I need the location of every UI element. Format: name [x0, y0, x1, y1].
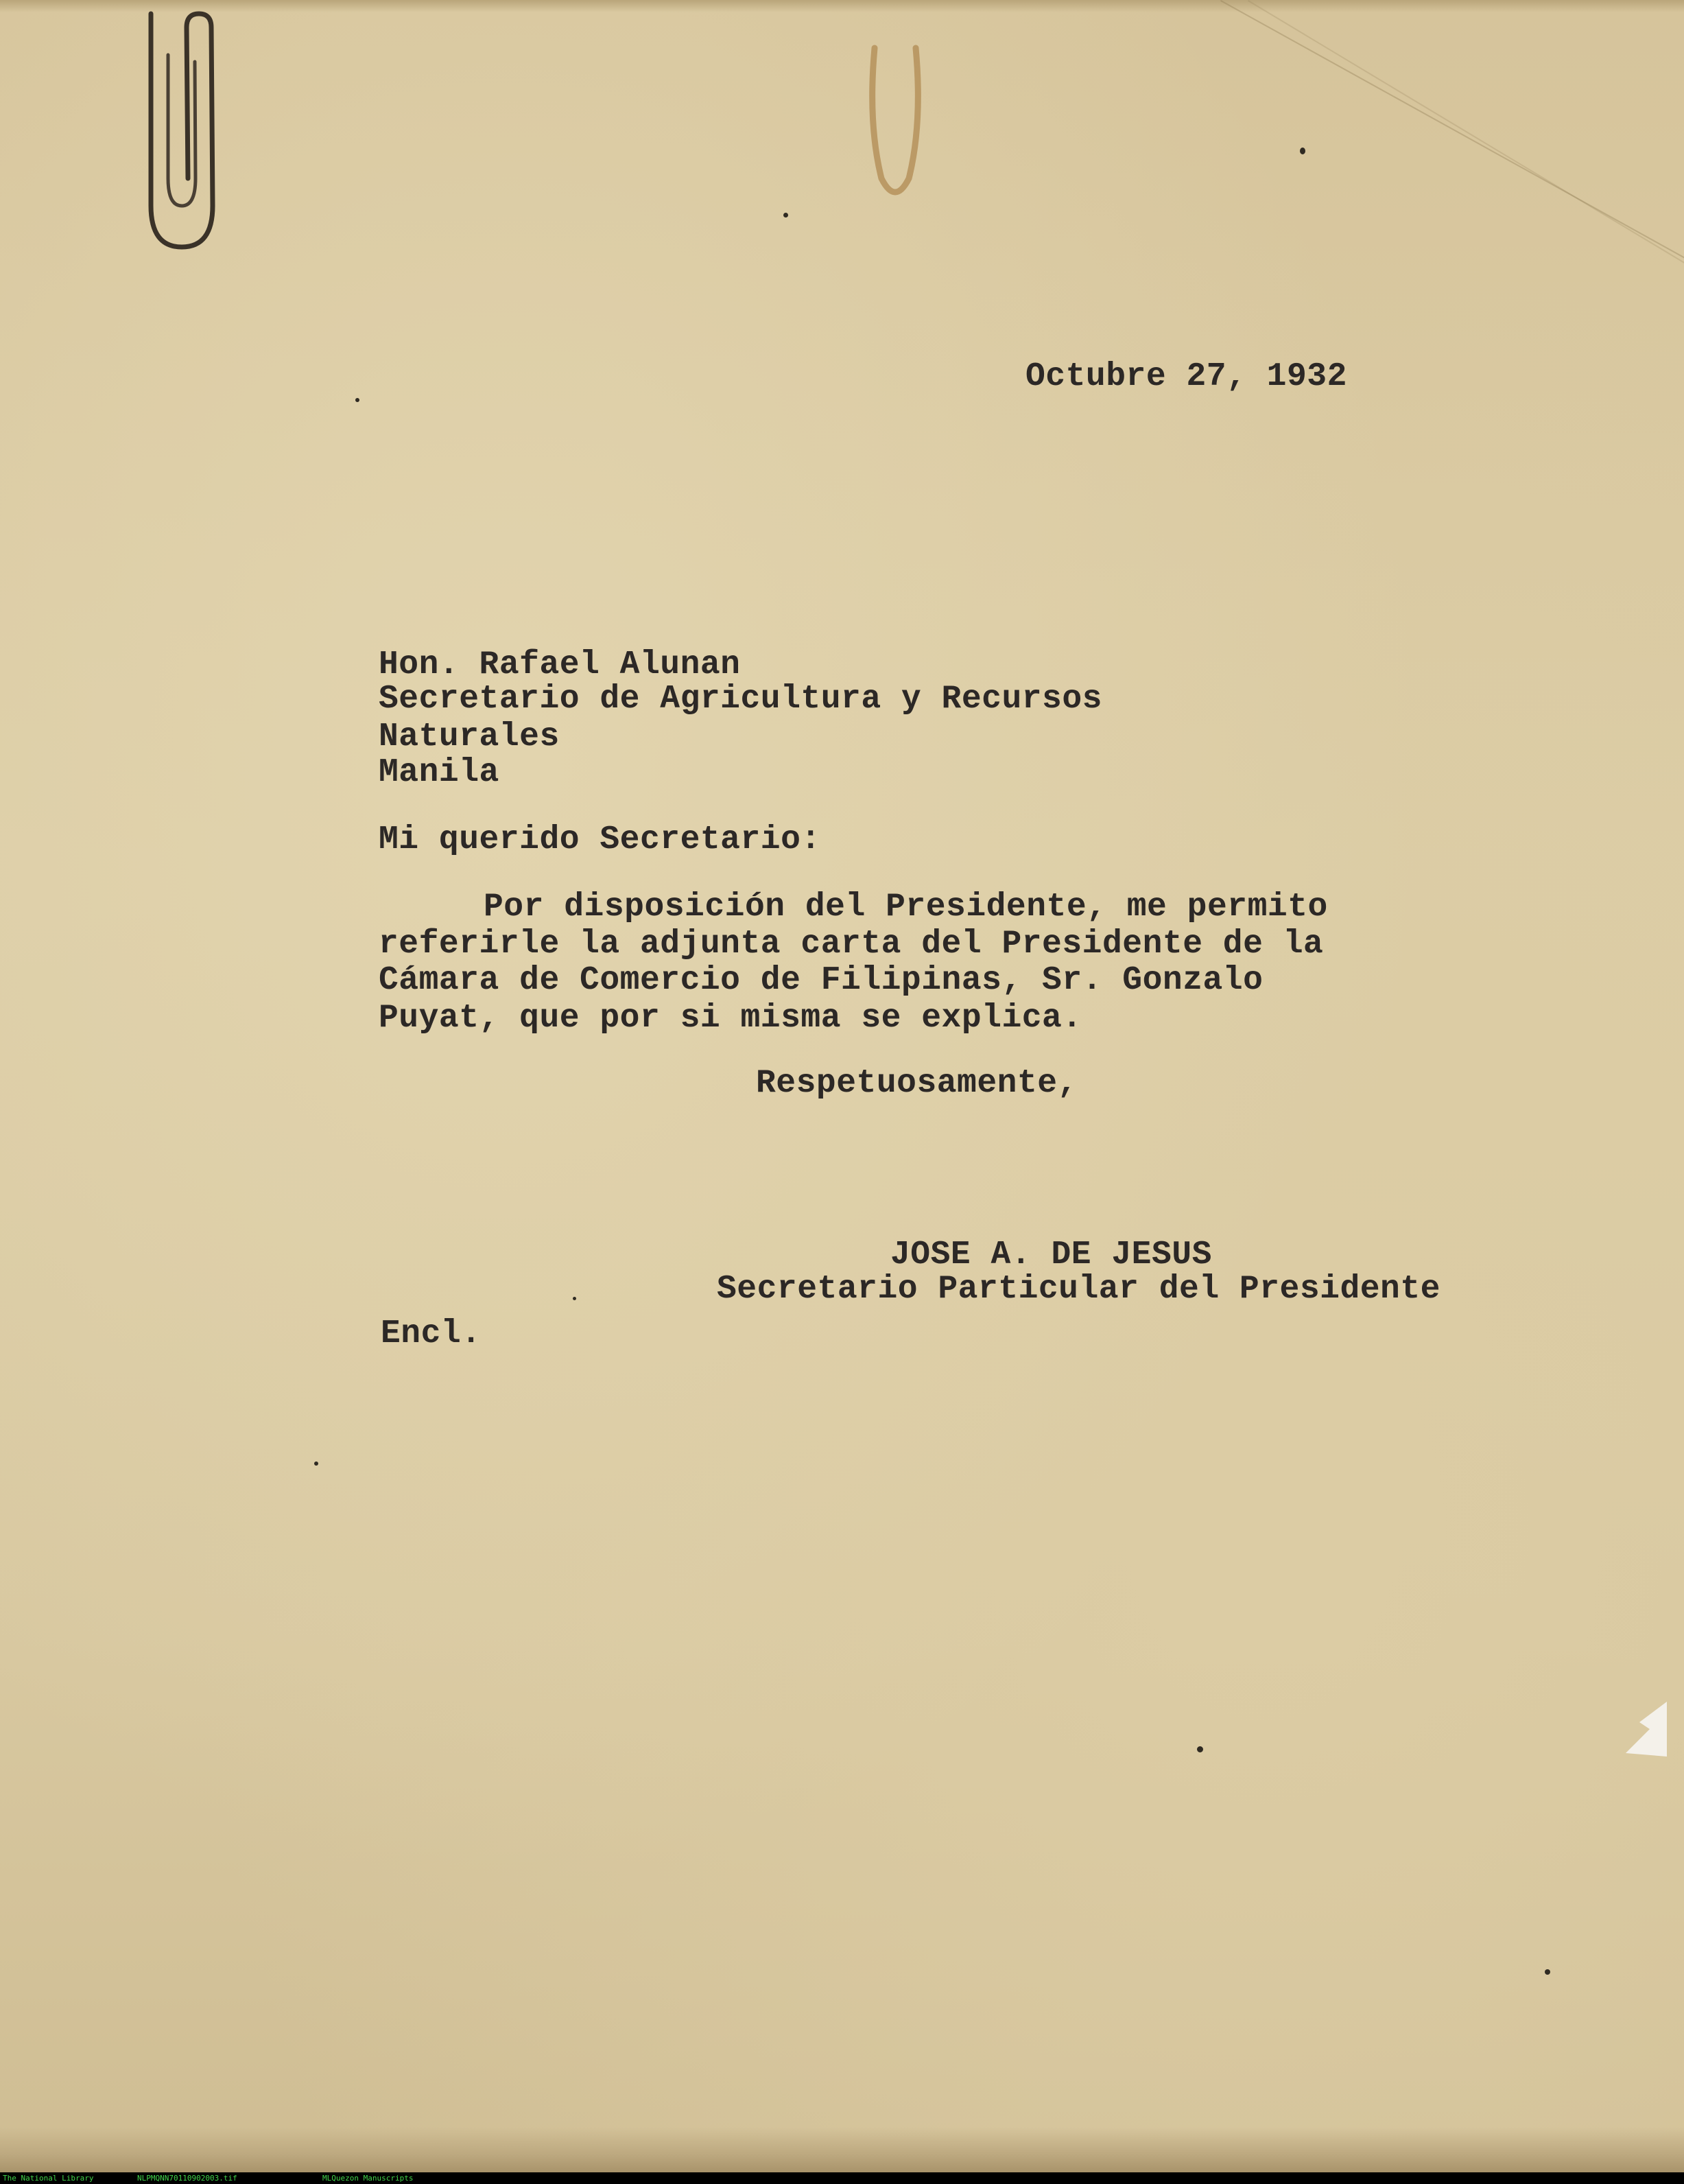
- body-line: referirle la adjunta carta del Presidente de la: [379, 926, 1324, 963]
- body-line: Puyat, que por si misma se explica.: [379, 1000, 1082, 1037]
- recipient-title-continued: Naturales: [379, 718, 560, 755]
- body-line: Cámara de Comercio de Filipinas, Sr. Gonzalo: [379, 962, 1264, 999]
- recipient-city: Manila: [379, 754, 499, 791]
- body-line: Por disposición del Presidente, me permito: [484, 889, 1328, 926]
- footer-filename: NLPMQNN70110902003.tif: [137, 2174, 237, 2183]
- letter-date: Octubre 27, 1932: [1025, 358, 1347, 395]
- footer-library: The National Library: [3, 2174, 94, 2183]
- footer-collection: MLQuezon Manuscripts: [322, 2174, 414, 2183]
- closing: Respetuosamente,: [756, 1065, 1078, 1102]
- recipient-title: Secretario de Agricultura y Recursos: [379, 681, 1102, 718]
- enclosure-note: Encl.: [381, 1315, 482, 1352]
- signature-title: Secretario Particular del Presidente: [717, 1271, 1440, 1308]
- recipient-name: Hon. Rafael Alunan: [379, 646, 741, 683]
- scan-footer-bar: [0, 2172, 1684, 2184]
- paper-bottom-edge: [0, 2127, 1684, 2172]
- signature-name: JOSE A. DE JESUS: [890, 1236, 1212, 1273]
- salutation: Mi querido Secretario:: [379, 821, 821, 858]
